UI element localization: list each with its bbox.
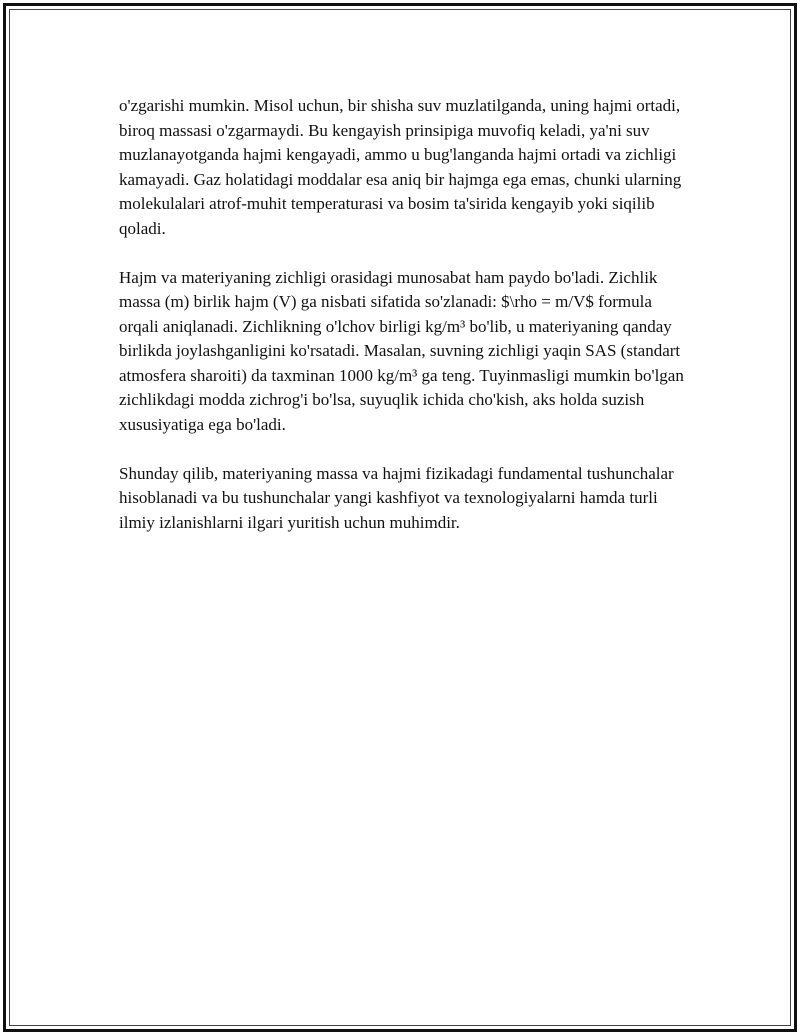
paragraph-1: o'zgarishi mumkin. Misol uchun, bir shisha suv muzlatilganda, uning hajmi ortadi, biroq massasi o'zgarmaydi. Bu kengayish prinsipiga muvofiq keladi, ya'ni suv muzlanayotganda hajmi kengayadi, ammo u bug'langanda hajmi ortadi va zichligi kamayadi. Gaz holatidagi moddalar esa aniq bir hajmga ega emas, chunki ularning molekulalari atrof-muhit temperaturasi va bosim ta'sirida kengayib yoki siqilib qoladi. bbox=[119, 96, 682, 238]
page-border bbox=[3, 3, 797, 1032]
paragraph-2: Hajm va materiyaning zichligi orasidagi munosabat ham paydo bo'ladi. Zichlik massa (m) birlik hajm (V) ga nisbati sifatida so'zlanadi: $\rho = m/V$ formula orqali aniqlanadi. Zichlikning o'lchov birligi kg/m³ bo'lib, u materiyaning qanday birlikda joylashganligini ko'rsatadi. Masalan, suvning zichligi yaqin SAS (standart atmosfera sharoiti) da taxminan 1000 kg/m³ ga teng. Tuyinmasligi mumkin bo'lgan zichlikdagi modda zichrog'i bo'lsa, suyuqlik ichida cho'kish, aks holda suzish xususiyatiga ega bo'ladi. bbox=[119, 267, 684, 434]
document-body bbox=[119, 94, 689, 560]
paragraph-3: Shunday qilib, materiyaning massa va hajmi fizikadagi fundamental tushunchalar hisoblanadi va bu tushunchalar yangi kashfiyot va texnologiyalarni hamda turli ilmiy izlanishlarni ilgari yuritish uchun muhimdir. bbox=[119, 463, 674, 532]
